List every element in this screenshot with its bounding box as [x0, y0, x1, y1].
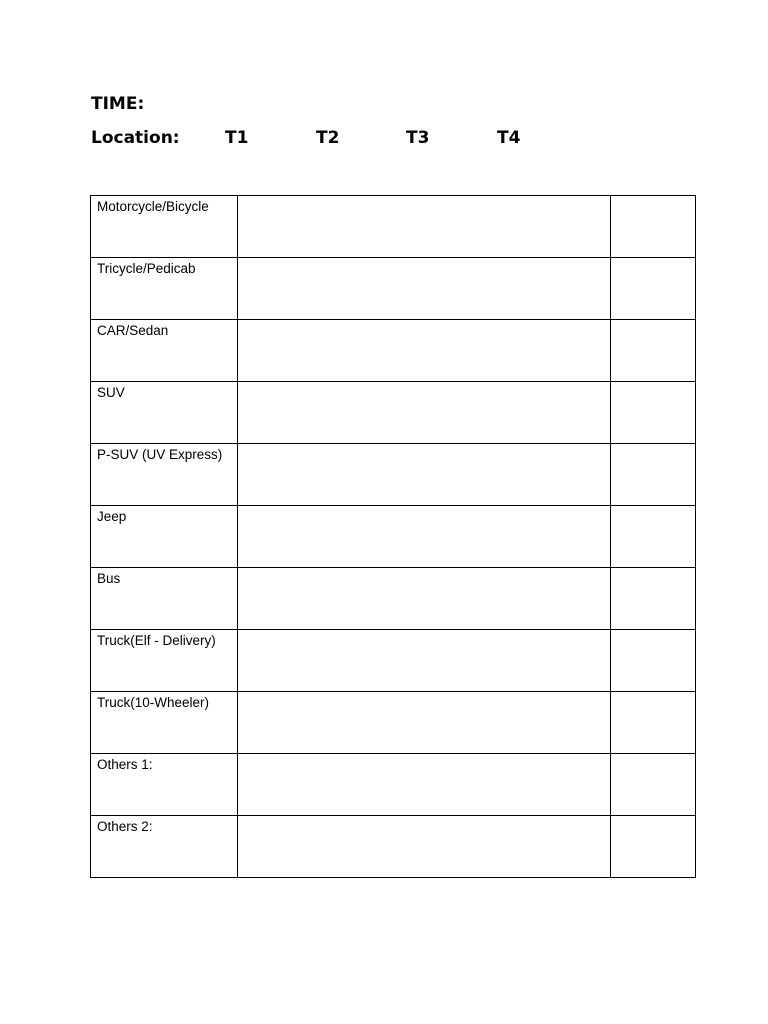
- category-cell: [91, 444, 238, 506]
- category-label: Others 2:: [97, 819, 153, 834]
- total-cell[interactable]: [611, 816, 696, 878]
- tally-cell[interactable]: [238, 754, 611, 816]
- tally-cell[interactable]: [238, 630, 611, 692]
- time-slot-t2: T2: [316, 128, 340, 148]
- category-cell: [91, 382, 238, 444]
- total-cell[interactable]: [611, 754, 696, 816]
- category-cell: [91, 196, 238, 258]
- total-cell[interactable]: [611, 692, 696, 754]
- tally-cell[interactable]: [238, 320, 611, 382]
- location-label: Location:: [91, 128, 180, 148]
- total-cell[interactable]: [611, 568, 696, 630]
- table-row: [91, 568, 696, 630]
- table-row: [91, 754, 696, 816]
- table-row: [91, 258, 696, 320]
- category-cell: [91, 692, 238, 754]
- category-label: P-SUV (UV Express): [97, 447, 223, 462]
- tally-cell[interactable]: [238, 258, 611, 320]
- category-cell: [91, 816, 238, 878]
- time-slot-t4: T4: [497, 128, 521, 148]
- table-row: [91, 320, 696, 382]
- table-row: [91, 382, 696, 444]
- vehicle-count-table: [90, 195, 696, 878]
- category-cell: [91, 630, 238, 692]
- table-row: [91, 816, 696, 878]
- table-row: [91, 692, 696, 754]
- tally-cell[interactable]: [238, 506, 611, 568]
- category-label: Motorcycle/Bicycle: [97, 199, 209, 214]
- table-row: [91, 506, 696, 568]
- table-row: [91, 196, 696, 258]
- category-label: SUV: [97, 385, 125, 400]
- category-cell: [91, 258, 238, 320]
- category-label: Jeep: [97, 509, 127, 524]
- category-label: Truck(Elf - Delivery): [97, 633, 216, 648]
- category-cell: [91, 568, 238, 630]
- category-label: CAR/Sedan: [97, 323, 169, 338]
- total-cell[interactable]: [611, 320, 696, 382]
- tally-cell[interactable]: [238, 196, 611, 258]
- category-cell: [91, 754, 238, 816]
- total-cell[interactable]: [611, 196, 696, 258]
- time-label: TIME:: [91, 94, 145, 114]
- category-cell: [91, 506, 238, 568]
- total-cell[interactable]: [611, 630, 696, 692]
- time-slot-t3: T3: [406, 128, 430, 148]
- total-cell[interactable]: [611, 258, 696, 320]
- tally-cell[interactable]: [238, 382, 611, 444]
- category-cell: [91, 320, 238, 382]
- table-row: [91, 630, 696, 692]
- total-cell[interactable]: [611, 506, 696, 568]
- tally-cell[interactable]: [238, 692, 611, 754]
- time-heading: [91, 94, 144, 114]
- category-label: Tricycle/Pedicab: [97, 261, 196, 276]
- tally-cell[interactable]: [238, 568, 611, 630]
- total-cell[interactable]: [611, 382, 696, 444]
- category-label: Truck(10-Wheeler): [97, 695, 210, 710]
- total-cell[interactable]: [611, 444, 696, 506]
- table-row: [91, 444, 696, 506]
- tally-cell[interactable]: [238, 816, 611, 878]
- tally-cell[interactable]: [238, 444, 611, 506]
- category-label: Others 1:: [97, 757, 153, 772]
- time-slot-t1: T1: [225, 128, 249, 148]
- category-label: Bus: [97, 571, 121, 586]
